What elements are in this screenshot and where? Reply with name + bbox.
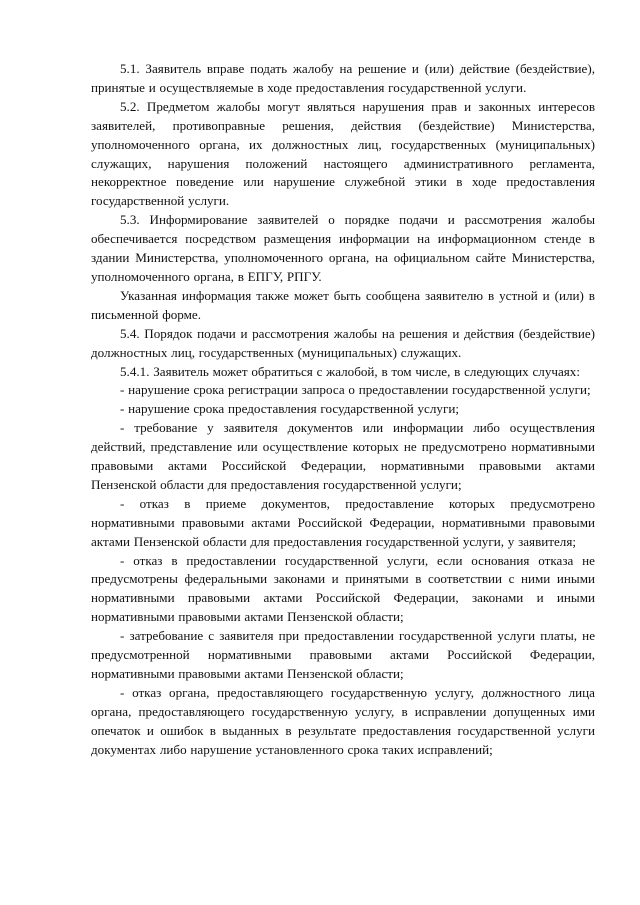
paragraph-5-2: 5.2. Предметом жалобы могут являться нарушения прав и законных интересов заявителей, противоправные решения, действия (бездействие) Министерства, уполномоченного органа, их должностных лиц, государственных (муниципальных) служащих, нарушения положений настоящего административного регламента, некорректное поведение или нарушение служебной этики в ходе предоставления государственной услуги.	[91, 98, 595, 209]
paragraph-5-3: 5.3. Информирование заявителей о порядке подачи и рассмотрения жалобы обеспечивается посредством размещения информации на информационном стенде в здании Министерства, уполномоченного органа, на официальном сайте Министерства, уполномоченного органа, в ЕПГУ, РПГУ.	[91, 212, 595, 284]
document-body	[91, 60, 595, 760]
paragraph-info-note: Указанная информация также может быть сообщена заявителю в устной и (или) в письменной форме.	[91, 287, 595, 322]
paragraph-5-1: 5.1. Заявитель вправе подать жалобу на решение и (или) действие (бездействие), принятые и осуществляемые в ходе предоставления государственной услуги.	[91, 61, 595, 95]
list-item-registration-deadline: - нарушение срока регистрации запроса о предоставлении государственной услуги;	[120, 382, 591, 398]
list-item-service-refusal: - отказ в предоставлении государственной услуги, если основания отказа не предусмотрены федеральными законами и принятыми в соответствии с ними иными нормативными правовыми актами Российской Федерации, законами и иными нормативными правовыми актами Пензенской области;	[91, 552, 595, 625]
list-item-fee-demand: - затребование с заявителя при предоставлении государственной услуги платы, не предусмотренной нормативными правовыми актами Российской Федерации, нормативными правовыми актами Пензенской области;	[91, 628, 595, 681]
list-item-document-refusal: - отказ в приеме документов, предоставление которых предусмотрено нормативными правовыми актами Российской Федерации, нормативными правовыми актами Пензенской области для предоставления государственной услуги, у заявителя;	[91, 495, 595, 549]
list-item-service-deadline: - нарушение срока предоставления государственной услуги;	[120, 401, 459, 417]
list-item-correction-refusal: - отказ органа, предоставляющего государственную услугу, должностного лица органа, предоставляющего государственную услугу, в исправлении допущенных ими опечаток и ошибок в выданных в результате предоставления государственной услуги документах либо нарушение установленного срока таких исправлений;	[91, 684, 595, 757]
paragraph-5-4: 5.4. Порядок подачи и рассмотрения жалобы на решения и действия (бездействие) должностных лиц, государственных (муниципальных) служащих.	[91, 325, 595, 360]
paragraph-5-4-1: 5.4.1. Заявитель может обратиться с жалобой, в том числе, в следующих случаях:	[120, 363, 580, 379]
list-item-document-requirement: - требование у заявителя документов или информации либо осуществления действий, представление или осуществление которых не предусмотрено нормативными правовыми актами Российской Федерации, нормативными правовыми актами Пензенской области для предоставления государственной услуги;	[91, 420, 595, 492]
